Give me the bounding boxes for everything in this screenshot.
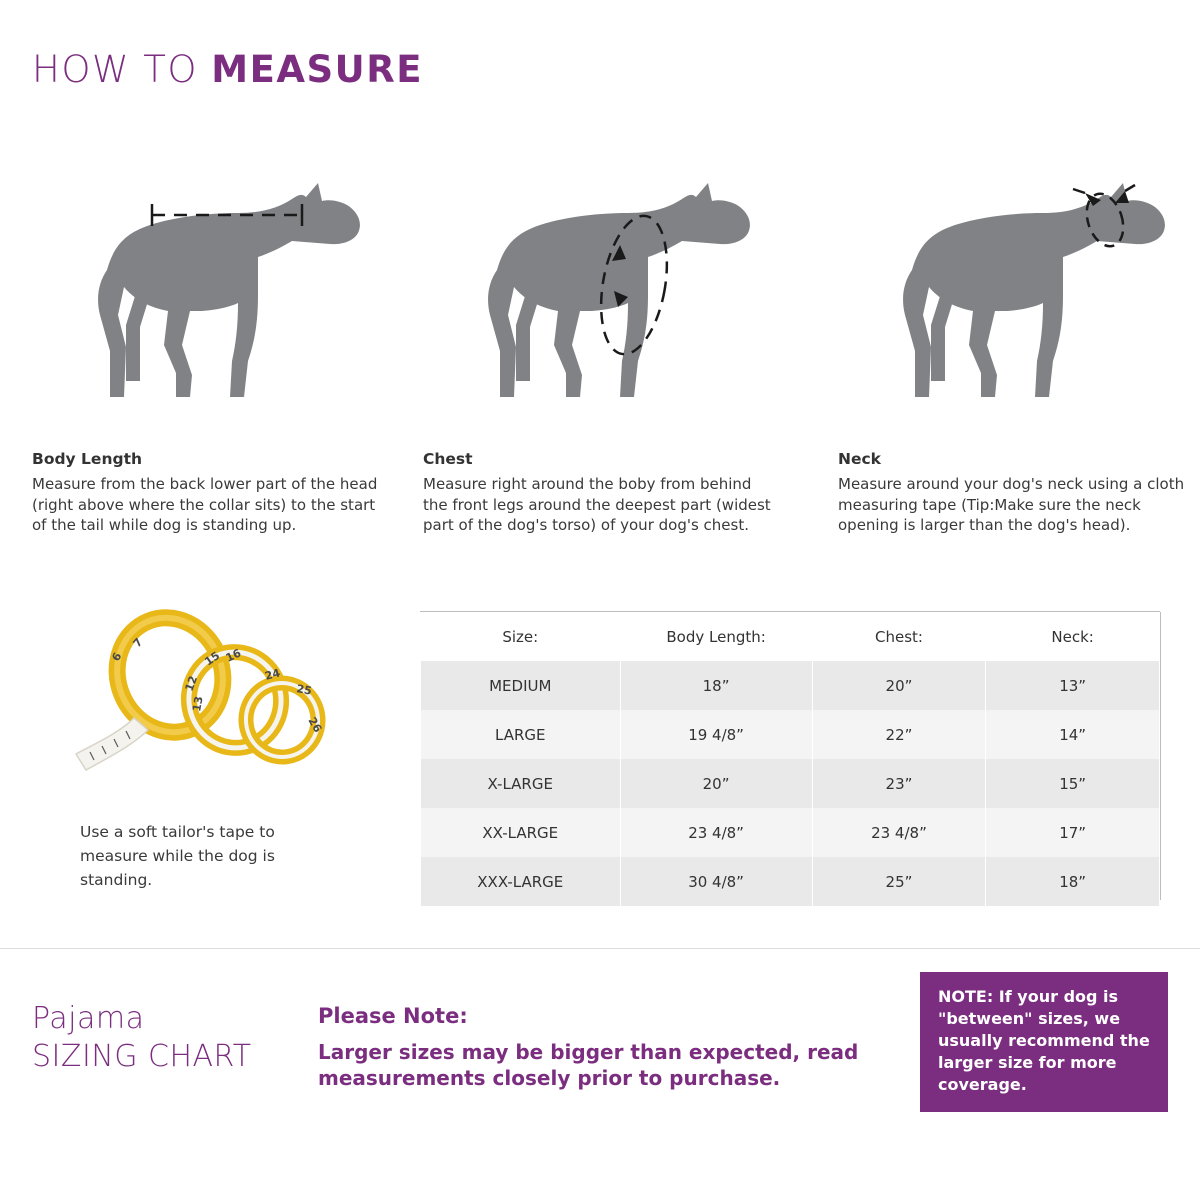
description-neck (838, 450, 1188, 536)
svg-text:16: 16 (223, 646, 244, 665)
table-row (421, 661, 1160, 710)
footer-title-line2: SIZING CHART (32, 1038, 252, 1074)
dog-chest-icon (420, 175, 780, 425)
cell-size: LARGE (421, 710, 621, 759)
cell-body-length: 30 4/8” (620, 857, 812, 906)
cell-chest: 22” (812, 710, 986, 759)
cell-neck: 15” (986, 759, 1160, 808)
table-row (421, 710, 1160, 759)
svg-text:26: 26 (305, 715, 325, 735)
description-text: Measure around your dog's neck using a cloth measuring tape (Tip:Make sure the neck opening is larger than the dog's head). (838, 475, 1185, 535)
cell-body-length: 19 4/8” (620, 710, 812, 759)
svg-text:7: 7 (130, 635, 146, 651)
footer-title-line1: Pajama (32, 1001, 145, 1036)
page-title (32, 48, 423, 91)
description-title: Body Length (32, 450, 143, 468)
cell-size: XX-LARGE (421, 808, 621, 857)
page-title-bold: MEASURE (211, 48, 423, 91)
description-body-length (32, 450, 382, 536)
please-note-block (318, 1004, 898, 1092)
table-row (421, 759, 1160, 808)
please-note-title: Please Note: (318, 1004, 468, 1028)
svg-text:25: 25 (295, 682, 313, 698)
cell-chest: 23” (812, 759, 986, 808)
description-chest (423, 450, 773, 536)
svg-text:12: 12 (182, 674, 201, 694)
cell-body-length: 18” (620, 661, 812, 710)
cell-chest: 23 4/8” (812, 808, 986, 857)
table-header-row (421, 612, 1160, 661)
page-title-light: HOW TO (32, 48, 212, 91)
sizing-table (420, 612, 1160, 906)
cell-body-length: 20” (620, 759, 812, 808)
svg-text:24: 24 (263, 666, 282, 683)
description-text: Measure from the back lower part of the head (right above where the collar sits) to the start of the tail while dog is standing up. (32, 475, 378, 535)
svg-text:13: 13 (190, 695, 206, 713)
cell-chest: 25” (812, 857, 986, 906)
column-header-chest: Chest: (812, 612, 986, 661)
note-box: NOTE: If your dog is "between" sizes, we usually recommend the larger size for more coverage. (920, 972, 1168, 1112)
description-text: Measure right around the boby from behind the front legs around the deepest part (widest part of the dog's torso) of your dog's chest. (423, 475, 771, 535)
dog-neck-icon (835, 175, 1195, 425)
cell-size: XXX-LARGE (421, 857, 621, 906)
cell-neck: 17” (986, 808, 1160, 857)
footer-divider (0, 948, 1200, 949)
cell-neck: 13” (986, 661, 1160, 710)
svg-text:6: 6 (109, 650, 125, 664)
cell-chest: 20” (812, 661, 986, 710)
cell-size: X-LARGE (421, 759, 621, 808)
dog-body-length-icon (30, 175, 390, 425)
tape-caption: Use a soft tailor's tape to measure while the dog is standing. (80, 823, 275, 890)
cell-neck: 18” (986, 857, 1160, 906)
tape-measure-icon (60, 600, 380, 800)
column-header-size: Size: (421, 612, 621, 661)
please-note-body: Larger sizes may be bigger than expected, read measurements closely prior to purchase. (318, 1040, 859, 1091)
description-title: Chest (423, 450, 473, 468)
svg-text:15: 15 (202, 649, 223, 669)
cell-size: MEDIUM (421, 661, 621, 710)
dog-chest-figure (420, 175, 810, 425)
dog-neck-figure (835, 175, 1200, 425)
table-row (421, 857, 1160, 906)
cell-neck: 14” (986, 710, 1160, 759)
tape-measure-photo (60, 600, 380, 800)
table-row (421, 808, 1160, 857)
column-header-neck: Neck: (986, 612, 1160, 661)
column-header-body-length: Body Length: (620, 612, 812, 661)
dog-body-length-figure (30, 175, 420, 425)
footer-title (32, 1000, 252, 1075)
description-title: Neck (838, 450, 881, 468)
dog-illustrations (0, 175, 1200, 425)
table-vline (1160, 612, 1161, 900)
cell-body-length: 23 4/8” (620, 808, 812, 857)
